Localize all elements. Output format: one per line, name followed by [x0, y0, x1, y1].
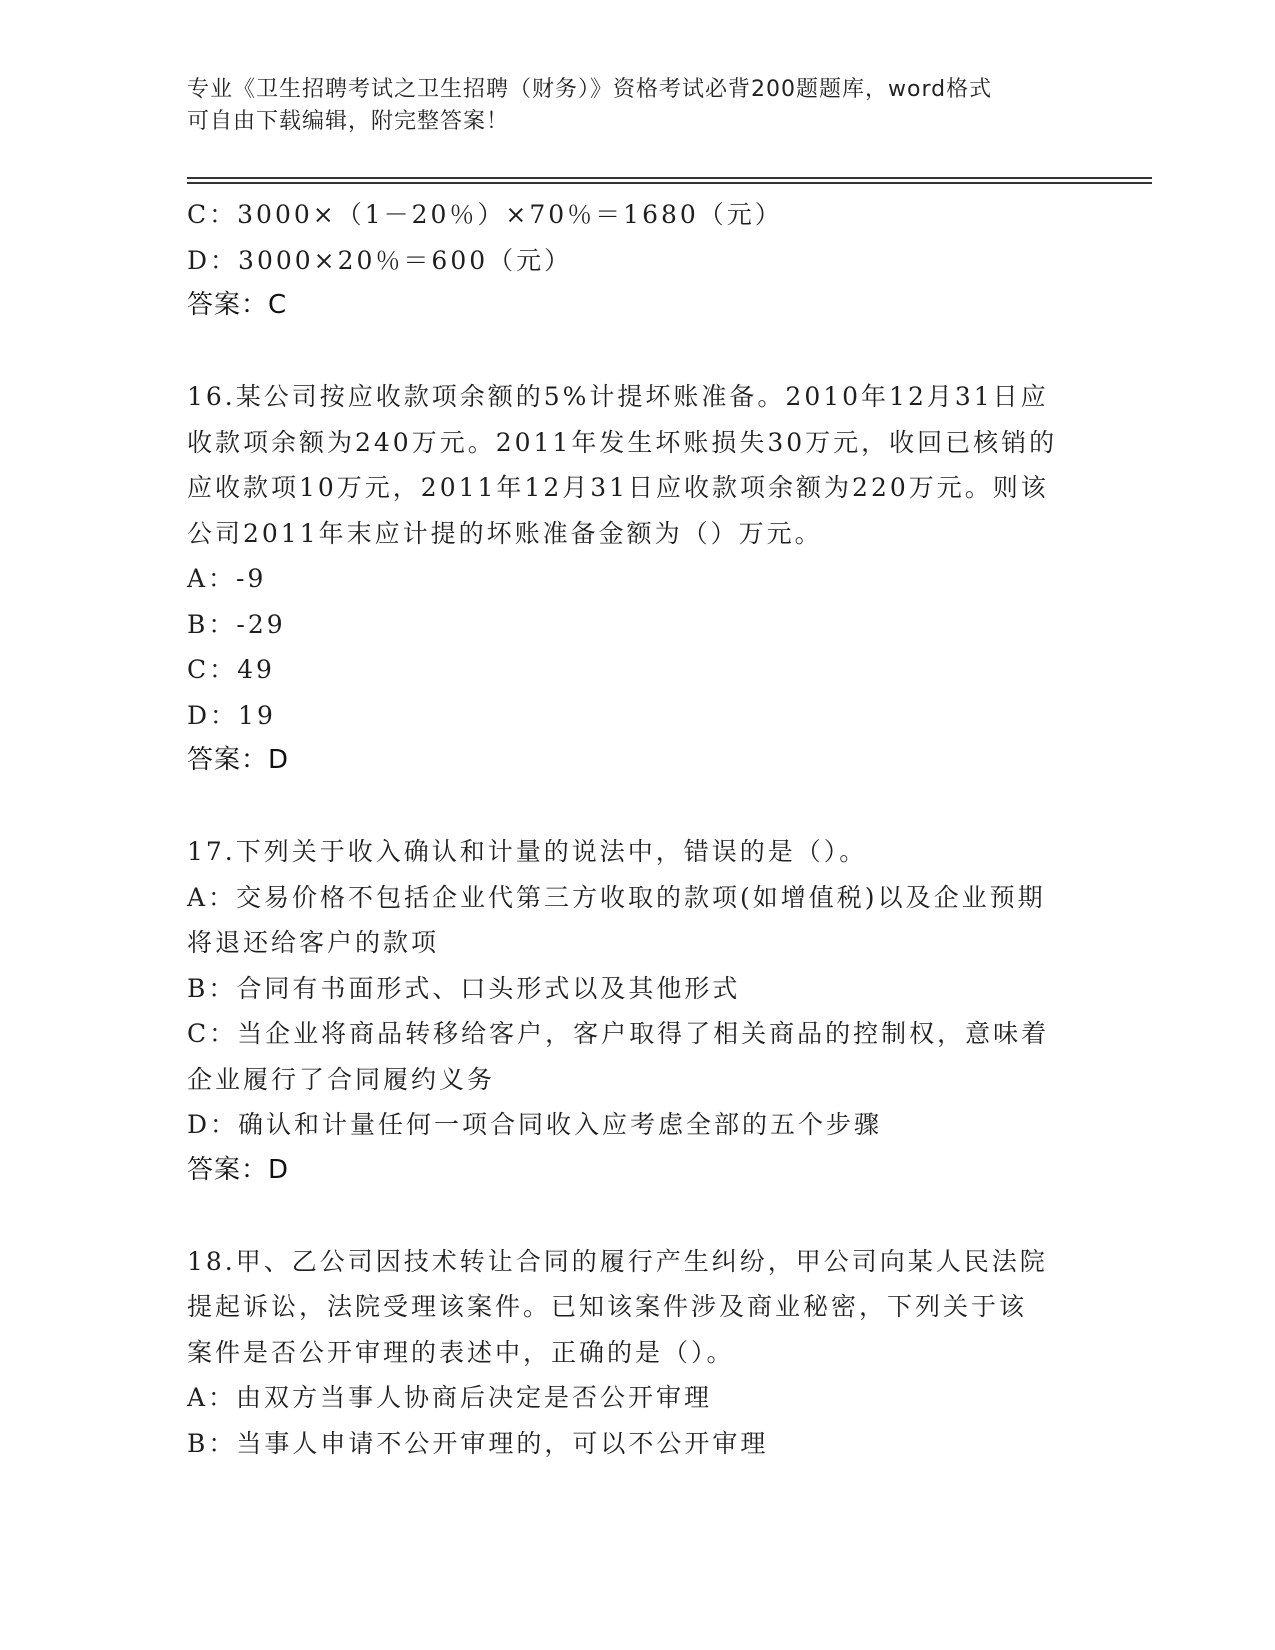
header-divider-bottom: [187, 182, 1152, 184]
q18-stem-line-3: 案件是否公开审理的表述中，正确的是（）。: [187, 1337, 735, 1367]
question-16-block: [187, 374, 1087, 784]
q17-option-a-line-2: 将退还给客户的款项: [187, 928, 440, 957]
q16-stem-line-4: 公司2011年末应计提的坏账准备金额为（）万元。: [187, 518, 823, 548]
spacer: [187, 1193, 1087, 1239]
q16-stem-line-1: 16.某公司按应收款项余额的5%计提坏账准备。2010年12月31日应: [187, 382, 1049, 411]
document-header: [187, 74, 1087, 138]
q17-option-c-line-2: 企业履行了合同履约义务: [187, 1064, 496, 1094]
q15-option-c: C：3000×（1－20％）×70％＝1680（元）: [187, 200, 783, 229]
question-17-block: [187, 829, 1087, 1193]
q16-option-d: D：19: [187, 700, 276, 730]
spacer: [187, 784, 1087, 830]
q15-option-d: D：3000×20％＝600（元）: [187, 245, 573, 275]
header-title-line-1: 专业《卫生招聘考试之卫生招聘（财务）》资格考试必背200题题库，word格式: [187, 77, 993, 102]
header-title-line-2: 可自由下载编辑，附完整答案！: [187, 109, 510, 134]
question-content: [187, 192, 1087, 1466]
q15-answer: 答案：C: [187, 290, 288, 320]
q17-stem: 17.下列关于收入确认和计量的说法中，错误的是（）。: [187, 837, 868, 866]
q18-stem-line-1: 18.甲、乙公司因技术转让合同的履行产生纠纷，甲公司向某人民法院: [187, 1246, 1048, 1276]
q16-option-c: C：49: [187, 655, 275, 684]
q17-answer: 答案：D: [187, 1154, 290, 1185]
q17-option-b: B：合同有书面形式、口头形式以及其他形式: [187, 973, 741, 1003]
header-divider-top: [187, 177, 1152, 179]
question-18-block: [187, 1239, 1087, 1467]
q17-option-a-line-1: A：交易价格不包括企业代第三方收取的款项(如增值税)以及企业预期: [187, 882, 1046, 912]
q16-option-a: A：-9: [187, 564, 267, 593]
q16-answer: 答案：D: [187, 745, 290, 775]
q17-option-d: D：确认和计量任何一项合同收入应考虑全部的五个步骤: [187, 1110, 883, 1139]
question-15-block: [187, 192, 1087, 329]
q18-option-b: B：当事人申请不公开审理的，可以不公开审理: [187, 1428, 769, 1458]
q16-stem-line-2: 收款项余额为240万元。2011年发生坏账损失30万元，收回已核销的: [187, 427, 1058, 457]
q18-option-a: A：由双方当事人协商后决定是否公开审理: [187, 1383, 713, 1412]
q17-option-c-line-1: C：当企业将商品转移给客户，客户取得了相关商品的控制权，意味着: [187, 1019, 1050, 1048]
q16-stem-line-3: 应收款项10万元，2011年12月31日应收款项余额为220万元。则该: [187, 473, 1049, 502]
q16-option-b: B：-29: [187, 609, 286, 639]
spacer: [187, 329, 1087, 375]
q18-stem-line-2: 提起诉讼，法院受理该案件。已知该案件涉及商业秘密，下列关于该: [187, 1292, 1028, 1321]
